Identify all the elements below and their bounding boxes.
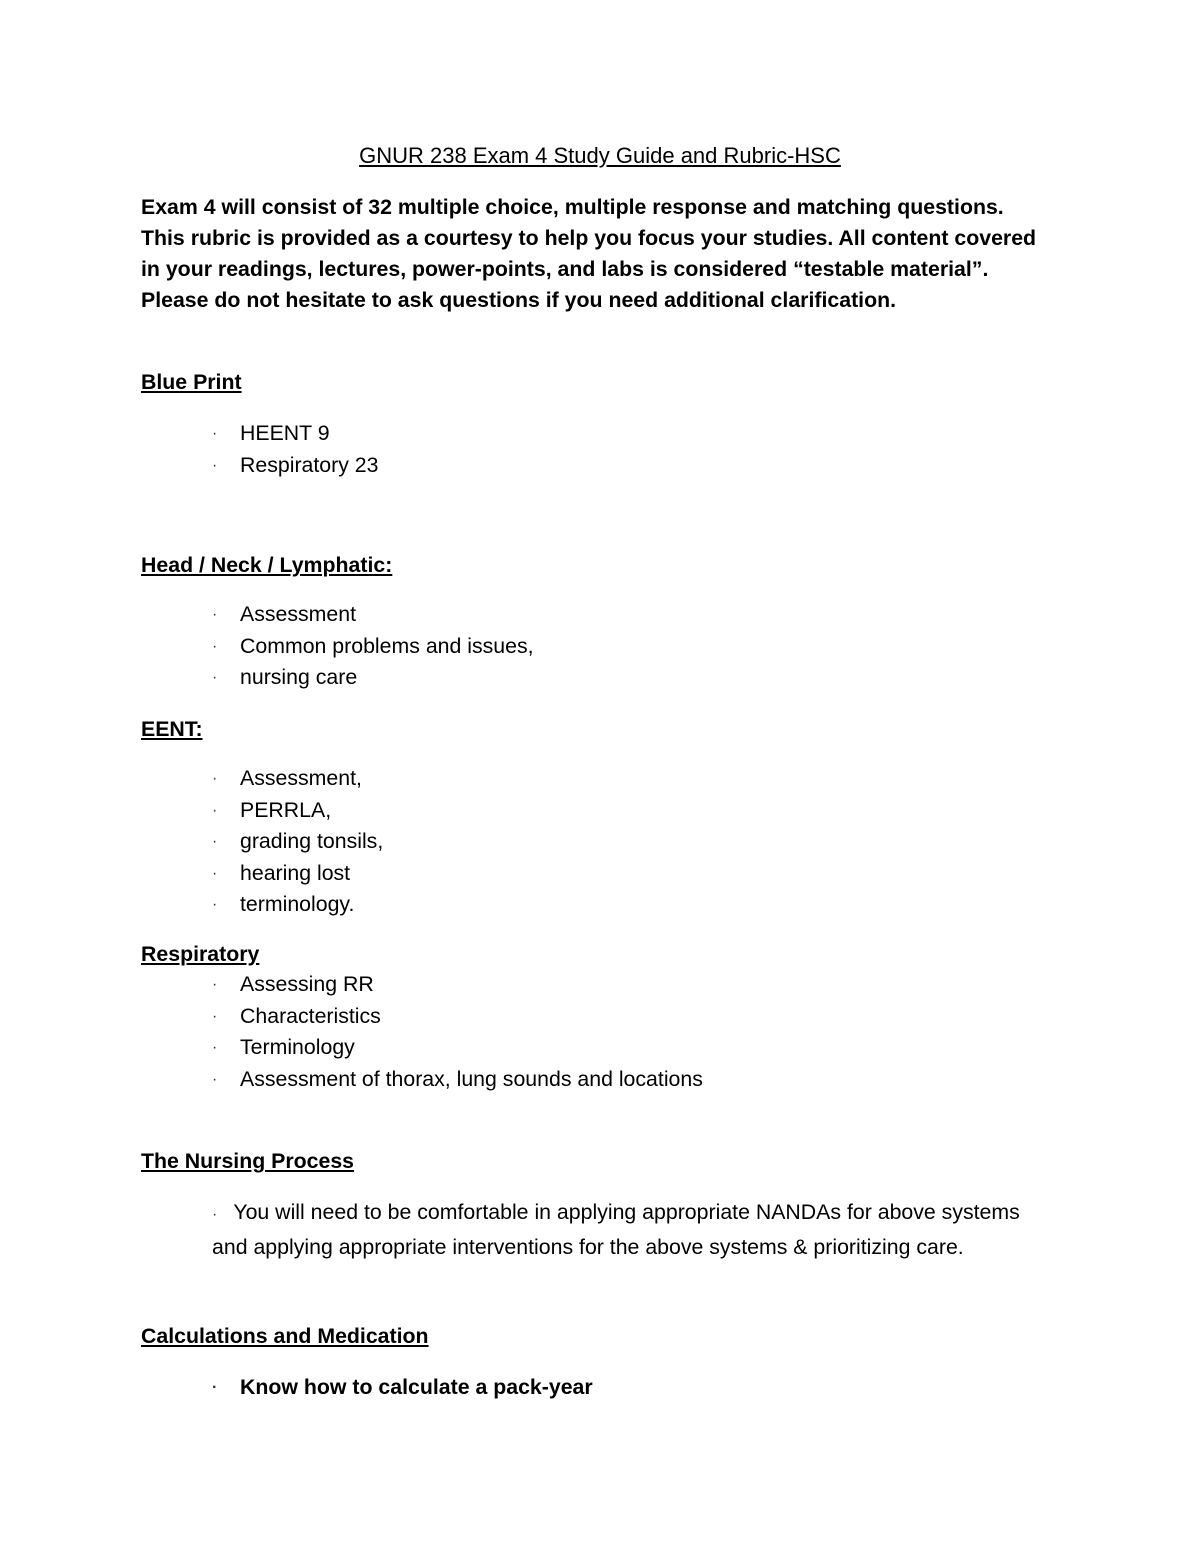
eent-heading: EENT: (141, 717, 203, 741)
list-item: · Assessment (212, 599, 534, 631)
list-item: · terminology. (212, 889, 383, 921)
bullet-icon: · (212, 833, 218, 850)
list-item: · Assessment of thorax, lung sounds and locations (212, 1064, 703, 1096)
list-item: · Respiratory 23 (212, 450, 379, 482)
head-neck-list (212, 599, 534, 694)
bullet-icon: · (212, 896, 218, 913)
eent-list (212, 763, 383, 921)
head-neck-heading: Head / Neck / Lymphatic: (141, 553, 393, 577)
bullet-icon: · (212, 1039, 218, 1056)
bullet-icon: · (212, 456, 218, 474)
blueprint-heading: Blue Print (141, 370, 242, 394)
bullet-icon: · (212, 637, 218, 655)
list-item: · hearing lost (212, 858, 383, 890)
nursing-process-paragraph (212, 1196, 1032, 1263)
list-item: · nursing care (212, 662, 534, 694)
bullet-icon: · (212, 976, 218, 993)
list-item: · Characteristics (212, 1001, 703, 1033)
nursing-process-heading: The Nursing Process (141, 1149, 355, 1173)
bullet-icon: · (212, 606, 218, 623)
list-item: · grading tonsils, (212, 826, 383, 858)
nursing-process-text: You will need to be comfortable in applying appropriate NANDAs for above systems and applying appropriate interventions for the above systems & prioritizing care. (212, 1200, 1020, 1259)
bullet-icon: · (212, 425, 218, 442)
list-item: · Common problems and issues, (212, 631, 534, 663)
bullet-icon: · (212, 1379, 218, 1396)
bullet-icon: · (212, 1007, 218, 1025)
list-item: · Terminology (212, 1032, 703, 1064)
bullet-icon: · (212, 1206, 218, 1223)
calculations-heading: Calculations and Medication (141, 1324, 429, 1348)
bullet-icon: · (212, 669, 218, 686)
intro-paragraph: Exam 4 will consist of 32 multiple choice, multiple response and matching questions. This rubric is provided as a courtesy to help you focus your studies. All content covered in your readings, lectures, power-points, and labs is considered “testable material”. Please do not hesitate to ask questions if you need additional clarification. (141, 195, 1037, 312)
calculations-list (212, 1372, 593, 1404)
list-item: · PERRLA, (212, 795, 383, 827)
bullet-icon: · (212, 801, 218, 819)
document-title: GNUR 238 Exam 4 Study Guide and Rubric-HSC (359, 143, 841, 168)
respiratory-heading: Respiratory (141, 942, 260, 966)
blueprint-list (212, 418, 379, 481)
list-item: · Know how to calculate a pack-year (212, 1372, 593, 1404)
bullet-icon: · (212, 770, 218, 787)
list-item: · HEENT 9 (212, 418, 379, 450)
list-item: · Assessment, (212, 763, 383, 795)
bullet-icon: · (212, 1070, 218, 1088)
list-item: · Assessing RR (212, 969, 703, 1001)
bullet-icon: · (212, 864, 218, 882)
respiratory-list (212, 969, 703, 1095)
